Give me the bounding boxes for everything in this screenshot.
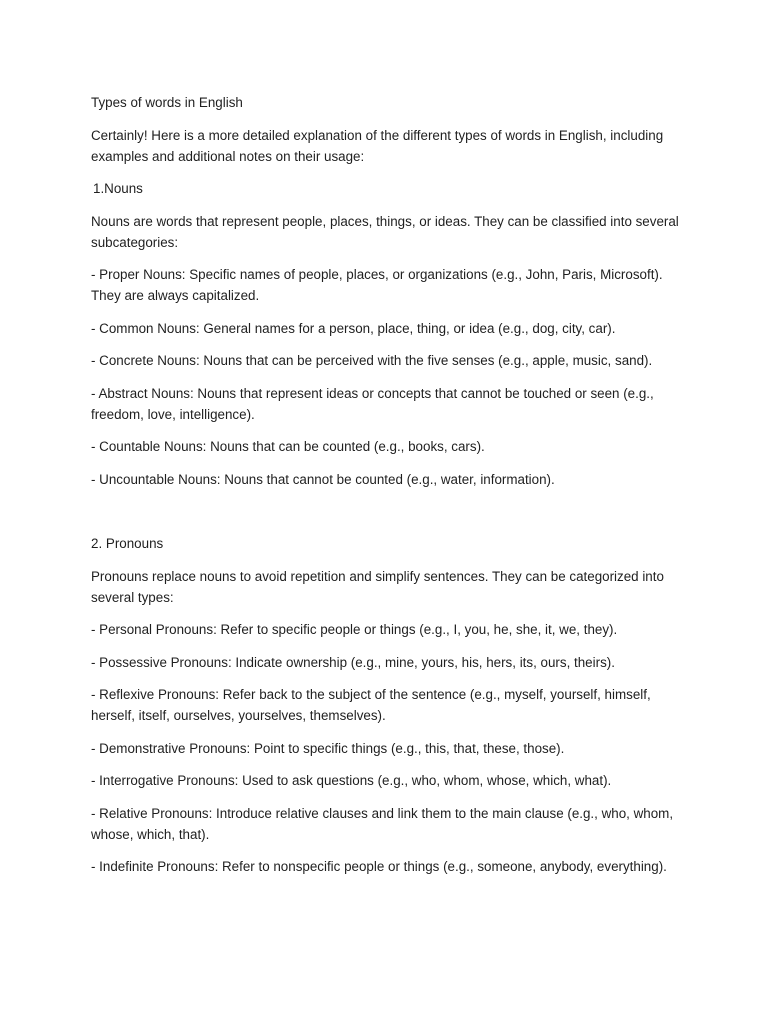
list-item: - Common Nouns: General names for a person, place, thing, or idea (e.g., dog, city, car).: [91, 320, 616, 336]
list-item: - Proper Nouns: Specific names of people, places, or organizations (e.g., John, Paris, Microsoft). They are always capitalized.: [91, 267, 663, 303]
list-item: - Possessive Pronouns: Indicate ownership (e.g., mine, yours, his, hers, its, ours, theirs).: [91, 654, 615, 670]
intro-paragraph: Certainly! Here is a more detailed explanation of the different types of words in English, including examples and additional notes on their usage:: [91, 127, 664, 164]
section-spacer: [91, 501, 691, 533]
list-item: - Interrogative Pronouns: Used to ask questions (e.g., who, whom, whose, which, what).: [91, 773, 612, 788]
list-item: - Countable Nouns: Nouns that can be counted (e.g., books, cars).: [91, 439, 485, 454]
document-body: [91, 92, 691, 889]
list-item: - Personal Pronouns: Refer to specific people or things (e.g., I, you, he, she, it, we, they).: [91, 622, 618, 637]
document-title: Types of words in English: [91, 95, 243, 110]
list-item: - Abstract Nouns: Nouns that represent ideas or concepts that cannot be touched or seen (e.g., freedom, love, intelligence).: [91, 385, 654, 422]
list-item: - Demonstrative Pronouns: Point to specific things (e.g., this, that, these, those).: [91, 740, 565, 756]
list-item: - Concrete Nouns: Nouns that can be perceived with the five senses (e.g., apple, music, sand).: [91, 353, 653, 368]
nouns-heading: 1.Nouns: [93, 181, 143, 196]
nouns-description: Nouns are words that represent people, places, things, or ideas. They can be classified into several subcategories:: [91, 213, 679, 250]
list-item: - Uncountable Nouns: Nouns that cannot be counted (e.g., water, information).: [91, 471, 555, 487]
list-item: - Reflexive Pronouns: Refer back to the subject of the sentence (e.g., myself, yourself, himself, herself, itself, ourselves, yourselves, themselves).: [91, 687, 651, 723]
pronouns-description: Pronouns replace nouns to avoid repetition and simplify sentences. They can be categorized into several types:: [91, 568, 664, 605]
pronouns-heading: 2. Pronouns: [91, 536, 164, 551]
list-item: - Relative Pronouns: Introduce relative clauses and link them to the main clause (e.g., who, whom, whose, which, that).: [91, 805, 674, 842]
list-item: - Indefinite Pronouns: Refer to nonspecific people or things (e.g., someone, anybody, everything).: [91, 859, 667, 874]
